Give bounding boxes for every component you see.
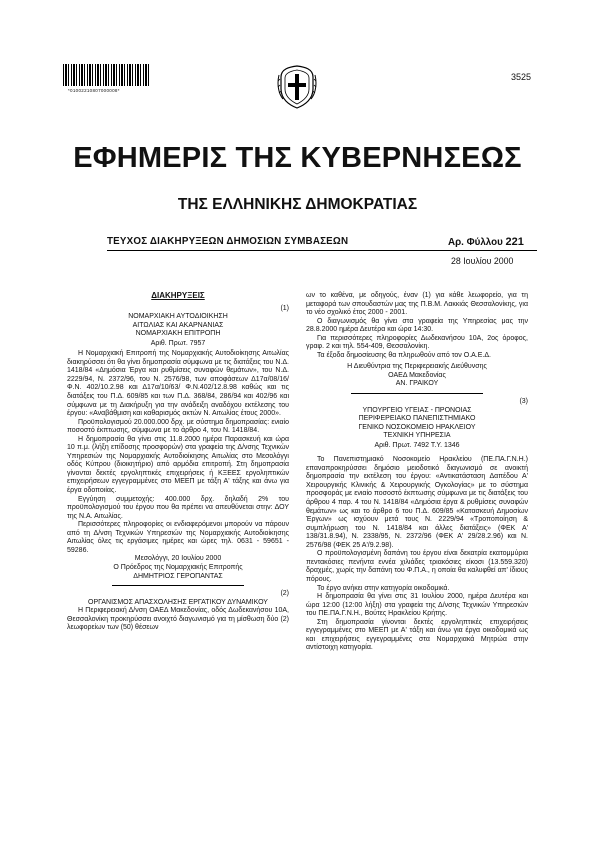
gazette-title: ΕΦΗΜΕΡΙΣ ΤΗΣ ΚΥΒΕΡΝΗΣΕΩΣ: [73, 142, 522, 174]
protocol-number: Αριθ. Πρωτ. 7492 Τ.Υ. 1346: [374, 441, 460, 449]
sheet-label: Αρ. Φύλλου: [448, 237, 503, 248]
paragraph: Το Πανεπιστημιακό Νοσοκομείο Ηρακλείου (ΠΕ.ΠΑ.Γ.Ν.Η.) επαναπροκηρύσσει δημόσιο μειοδοτικό διαγωνισμό σε ανοικτή δημοπρασία την εκτέλεση του έργου: «Αντικατάσταση Δαπέδου Α' Χειρουργικής Κλινικής & Χειρουργικής Ογκολογίας» με το σύστημα προσφοράς με ενιαίο ποσοστό έκπτωσης σύμφωνα με τις διατάξεις του άρθρου 4 παρ. 4 του Ν. 1418/84 «Δημόσια έργα & ρυθμίσεις συναφών θεμάτων» ως και το άρθρο 6 του Π.Δ. 609/85 «Κατασκευή Δημοσίων Έργων» ως ισχύουν μετά τους Ν. 2229/94 «Τροποποίηση & συμπλήρωση του Ν. 1418/84 και άλλες διατάξεις» (ΦΕΚ Α' 138/31.8.94), Ν. 2338/95, Ν. 2372/96 (ΦΕΚ Α' 29/28.2.96) και Ν. 2576/98 (ΦΕΚ 25 Α'/9.2.98).: [306, 456, 528, 549]
notice-number-1: (1): [280, 304, 289, 312]
header-rule: [107, 250, 537, 251]
notice-number-3: (3): [519, 398, 528, 406]
paragraph: Ο διαγωνισμός θα γίνει στα γραφεία της Υπηρεσίας μας την 28.8.2000 ημέρα Δευτέρα και ώρα 14:30.: [306, 317, 528, 334]
org-line: ΓΕΝΙΚΟ ΝΟΣΟΚΟΜΕΙΟ ΗΡΑΚΛΕΙΟΥ: [358, 423, 476, 431]
signature-name: ΑΝ. ΓΡΑΙΚΟΥ: [395, 380, 439, 388]
paragraph: ων το καθένα, με οδηγούς, έναν (1) για κάθε λεωφορείο, για τη μεταφορά των σπουδαστών μας της Π.Β.Μ. Λακκιάς Θεσσαλονίκης, για το νέο σχολικό έτος 2000 - 2001.: [306, 292, 528, 317]
right-column: [306, 292, 528, 653]
paragraph: Περισσότερες πληροφορίες οι ενδιαφερόμενοι μπορούν να πάρουν από τη Δ/νση Τεχνικών Υπηρεσιών της Νομαρχιακής Αυτοδιοίκησης Αιτωλίας όλες τις εργάσιμες ημέρες και ώρες τηλ. 0631 - 59651 - 59286.: [67, 521, 289, 554]
org-line: ΥΠΟΥΡΓΕΙΟ ΥΓΕΙΑΣ - ΠΡΟΝΟΙΑΣ: [362, 406, 472, 414]
issue-series: ΤΕΥΧΟΣ ΔΙΑΚΗΡΥΞΕΩΝ ΔΗΜΟΣΙΩΝ ΣΥΜΒΑΣΕΩΝ: [107, 236, 349, 247]
paragraph: Η Περιφερειακή Δ/νση ΟΑΕΔ Μακεδονίας, οδός Δωδεκανήσου 10Α, Θεσσαλονίκη προκηρύσσει ανοιχτό διαγωνισμό για τη μίσθωση δύο (2) λεωφορείων των (50) θέσεων: [67, 607, 289, 632]
paragraph: Στη δημοπρασία γίνονται δεκτές εργοληπτικές επιχειρήσεις εγγεγραμμένες στο ΜΕΕΠ με Α' τάξη και άνω για έργα οικοδομικά ως και επιχειρήσεις εγγεγραμμένες στα Νομαρχιακά Μητρώα στην αντίστοιχη κατηγορία.: [306, 618, 528, 652]
paragraph: Η δημοπρασία θα γίνει στις 31 Ιουλίου 2000, ημέρα Δευτέρα και ώρα 12:00 (12:00 λήξη) στα γραφεία της Δ/νσης Τεχνικών Υπηρεσιών του ΠΕ.ΠΑ.Γ.Ν.Η., Βούτες Ηρακλείου Κρήτης.: [306, 593, 528, 618]
org-line: ΟΡΓΑΝΙΣΜΟΣ ΑΠΑΣΧΟΛΗΣΗΣ ΕΡΓΑΤΙΚΟΥ ΔΥΝΑΜΙΚΟΥ: [88, 598, 268, 606]
left-column: [67, 292, 289, 633]
signature-name: ΔΗΜΗΤΡΙΟΣ ΓΕΡΟΠΑΝΤΑΣ: [133, 572, 223, 580]
sheet-number-block: [448, 236, 524, 248]
paragraph: Το έργο ανήκει στην κατηγορία οικοδομικά.: [317, 584, 450, 592]
sheet-number: 221: [505, 236, 524, 248]
divider: [112, 585, 244, 586]
signature-title: ΟΑΕΔ Μακεδονίας: [388, 371, 446, 379]
paragraph: Τα έξοδα δημοσίευσης θα πληρωθούν από τον Ο.Α.Ε.Δ.: [317, 351, 491, 359]
org-line: ΝΟΜΑΡΧΙΑΚΗ ΕΠΙΤΡΟΠΗ: [135, 330, 221, 338]
barcode: [63, 64, 149, 86]
paragraph: Για περισσότερες πληροφορίες Δωδεκανήσου 10Α, 2ος όροφος, γραφ. 2 και τηλ. 554-409, Θεσσαλονίκη.: [306, 334, 528, 351]
paragraph: Προϋπολογισμού 20.000.000 δρχ. με σύστημα δημοπρασίας: ενιαίο ποσοστό έκπτωσης, σύμφωνα με το άρθρο 4, του Ν. 1418/84.: [67, 418, 289, 435]
notice-number-2: (2): [280, 590, 289, 598]
paragraph: Ο προϋπολογισμένη δαπάνη του έργου είναι δεκατρία εκατομμύρια πεντακόσιες πενήντα εννέα χιλιάδες τριακόσιες είκοσι (13.559.320) δραχμές, χωρίς την δαπάνη του Φ.Π.Α., η οποία θα καλυφθεί απ' ίδιους πόρους.: [306, 550, 528, 583]
paragraph: Η δημοπρασία θα γίνει στις 11.8.2000 ημέρα Παρασκευή και ώρα 10 π.μ. (λήξη επίδοσης προσφορών) στα γραφεία της Δ/νσης Τεχνικών Υπηρεσιών της Νομαρχιακής Αυτοδιοίκησης Αιτωλίας στο Μεσολόγγι οδός Κύπρου (διοικητήριο) από αρμόδια επιτροπή. Στη δημοπρασία γίνονται δεκτές εργοληπτικές επιχειρήσεις ή ΚΞΕΕΣ εργοληπτικών επιχειρήσεων εγγεγραμμένες στο ΜΕΕΠ με τάξη Α' τάξης και άνω για έργα οδοποιίας.: [67, 435, 289, 495]
signature-title: Ο Πρόεδρος της Νομαρχιακής Επιτροπής: [113, 563, 243, 571]
org-line: ΠΕΡΙΦΕΡΕΙΑΚΟ ΠΑΝΕΠΙΣΤΗΜΙΑΚΟ: [358, 415, 476, 423]
org-line: ΤΕΧΝΙΚΗ ΥΠΗΡΕΣΙΑ: [383, 432, 451, 440]
paragraph: Εγγύηση συμμετοχής: 400.000 δρχ. δηλαδή 2% του προϋπολογισμού του έργου που θα πρέπει να απευθύνεται στην: ΔΟΥ της Ν.Α. Αιτωλίας.: [67, 495, 289, 520]
section-heading: ΔΙΑΚΗΡΥΞΕΙΣ: [151, 291, 205, 300]
protocol-number: Αριθ. Πρωτ. 7957: [150, 339, 206, 347]
issue-date: 28 Ιουλίου 2000: [451, 256, 514, 266]
signature-title: Η Διευθύντρια της Περιφερειακής Διεύθυνσης: [347, 363, 487, 371]
barcode-number: *01002210807000008*: [68, 88, 120, 93]
org-line: ΑΙΤΩΛΙΑΣ ΚΑΙ ΑΚΑΡΝΑΝΙΑΣ: [132, 321, 224, 329]
divider: [351, 393, 483, 394]
place-date: Μεσολόγγι, 20 Ιουλίου 2000: [134, 555, 222, 563]
paragraph: Η Νομαρχιακή Επιτροπή της Νομαρχιακής Αυτοδιοίκησης Αιτωλίας διακηρύσσει ότι θα γίνει δημοπρασία σύμφωνα με τις διατάξεις του Ν.Δ. 1418/84 «Δημόσια Έργα και ρυθμίσεις συναφών θεμάτων», του Ν.Δ. 2229/94, Ν. 2372/96, του Ν. 2576/98, των αποφάσεων Δ17α/08/16/Φ.Ν. 402/10.2.98 και Δ17α/10/63/ Φ.Ν.402/12.8.98 καθώς και τις διατάξεις του Π.Δ. 609/85 και των Π.Δ. 368/84, 286/94 και 402/96 και σύμφωνα με τη Διακήρυξη για την ανάδειξη αναδόχου εκτέλεσης του έργου: «Αναβάθμιση και καθαρισμός ακτών Ν. Αιτωλίας έτους 2000».: [67, 350, 289, 418]
coat-of-arms-icon: [277, 63, 317, 109]
page-number: 3525: [511, 72, 532, 82]
gazette-subtitle: ΤΗΣ ΕΛΛΗΝΙΚΗΣ ΔΗΜΟΚΡΑΤΙΑΣ: [177, 196, 418, 213]
org-line: ΝΟΜΑΡΧΙΑΚΗ ΑΥΤΟΔΙΟΙΚΗΣΗ: [128, 313, 228, 321]
